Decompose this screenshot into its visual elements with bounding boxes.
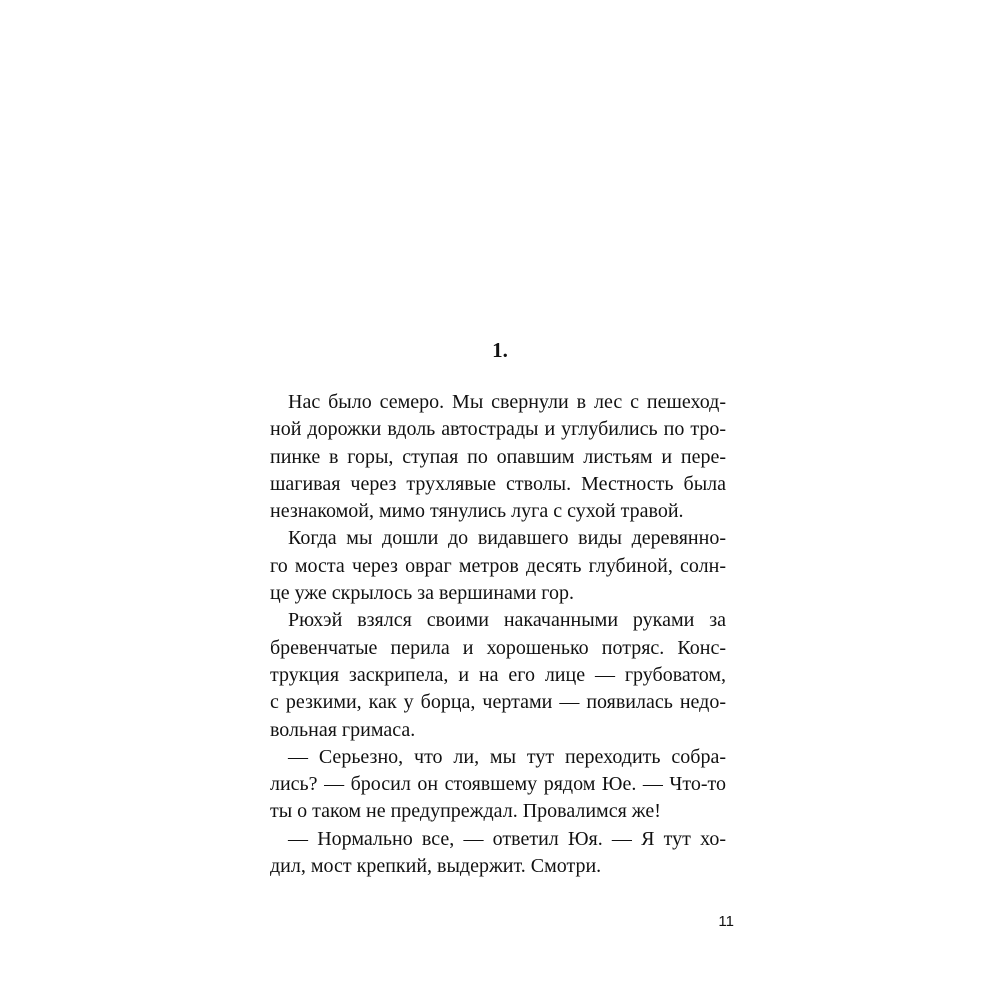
text-line: це уже скрылось за вершинами гор. [270, 582, 574, 605]
text-line: Когда мы дошли до видавшего виды деревянно- [288, 527, 726, 550]
paragraph [270, 744, 726, 826]
paragraph [270, 525, 726, 607]
chapter-heading: 1. [492, 338, 508, 362]
text-line: вольная гримаса. [270, 718, 416, 741]
text-line: трукция заскрипела, и на его лице — грубоватом, [270, 663, 726, 686]
text-line: пинке в горы, ступая по опавшим листьям и пере- [270, 445, 726, 468]
text-line: лись? — бросил он стоявшему рядом Юе. — Что-то [270, 773, 726, 796]
text-line: незнакомой, мимо тянулись луга с сухой травой. [270, 500, 684, 523]
paragraph [270, 389, 726, 525]
text-line: — Нормально все, — ответил Юя. — Я тут хо- [288, 827, 726, 850]
paragraph [270, 607, 726, 743]
text-line: Рюхэй взялся своими накачанными руками за [288, 609, 726, 632]
text-line: с резкими, как у борца, чертами — появилась недо- [270, 691, 726, 714]
paragraph [270, 826, 726, 881]
text-line: дил, мост крепкий, выдержит. Смотри. [270, 855, 602, 878]
text-line: шагивая через трухлявые стволы. Местность была [270, 472, 726, 495]
text-line: Нас было семеро. Мы свернули в лес с пешеход- [288, 391, 726, 413]
page-number: 11 [718, 913, 734, 930]
text-line: бревенчатые перила и хорошенько потряс. Конс- [270, 636, 726, 659]
body-text [270, 389, 726, 880]
text-line: го моста через овраг метров десять глубиной, солн- [270, 554, 726, 577]
text-line: ной дорожки вдоль автострады и углубились по тро- [270, 418, 726, 441]
text-line: — Серьезно, что ли, мы тут переходить собра- [288, 745, 726, 768]
text-line: ты о таком не предупреждал. Провалимся же! [270, 800, 661, 823]
